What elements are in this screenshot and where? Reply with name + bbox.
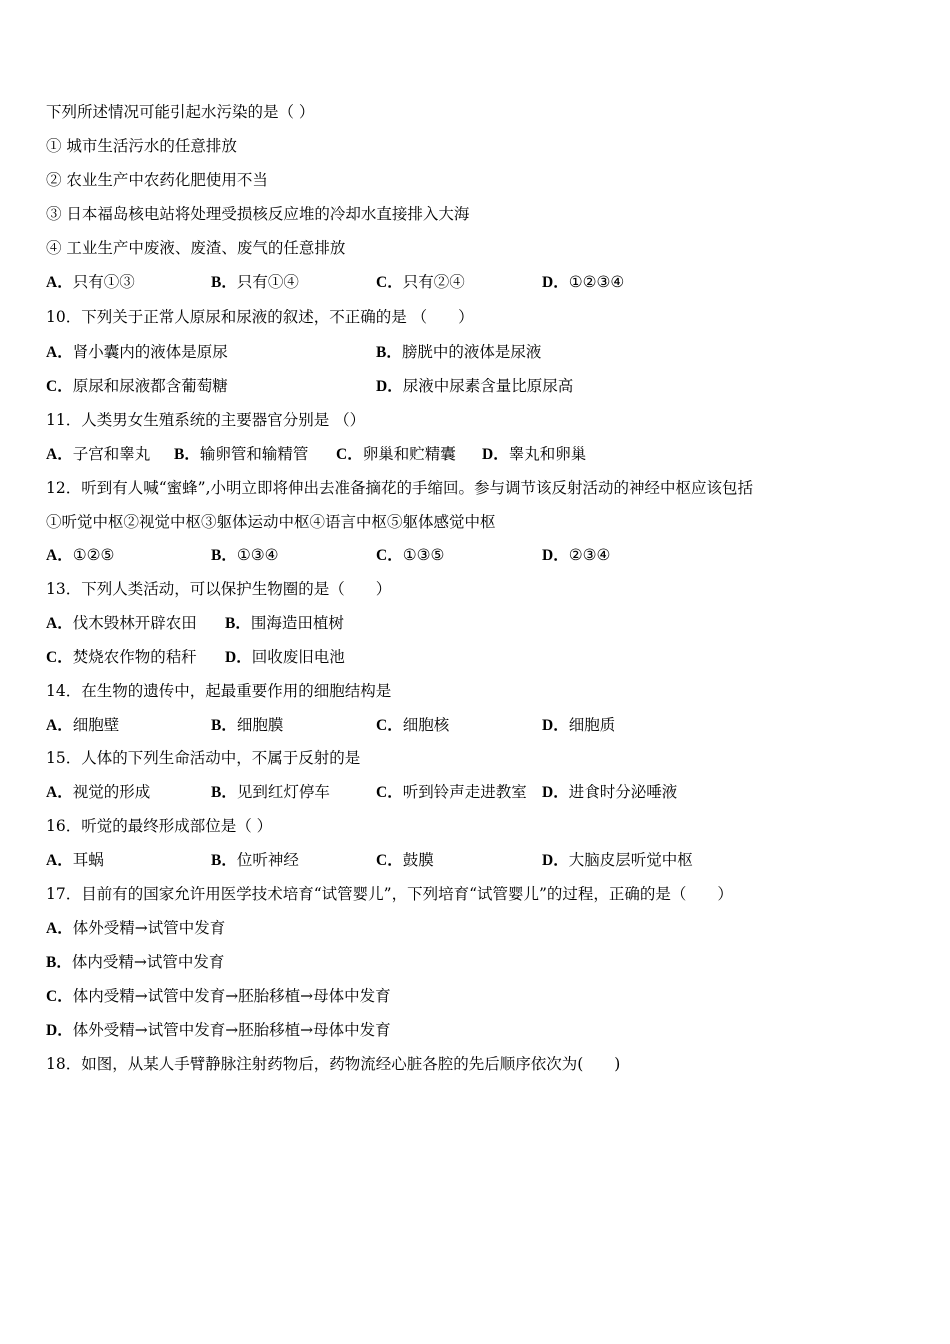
option-b: B．见到红灯停车 <box>211 783 330 801</box>
option-c: C．细胞核 <box>376 716 450 734</box>
question-17-option-c: C．体内受精→试管中发育→胚胎移植→母体中发育 <box>46 987 391 1005</box>
option-c: C．焚烧农作物的秸秆 <box>46 648 197 666</box>
option-c: C．听到铃声走进教室 <box>376 783 527 801</box>
option-b: B．细胞膜 <box>211 716 284 734</box>
question-18-stem: 18．如图，从某人手臂静脉注射药物后，药物流经心脏各腔的先后顺序依次为( ) <box>46 1055 621 1073</box>
option-a: A．只有①③ <box>46 273 135 291</box>
option-b: B．围海造田植树 <box>225 614 344 632</box>
question-16-stem: 16．听觉的最终形成部位是（ ） <box>46 817 273 835</box>
option-c: C．鼓膜 <box>376 851 434 869</box>
question-9-stem: 下列所述情况可能引起水污染的是（ ） <box>46 103 315 121</box>
question-13-stem: 13．下列人类活动，可以保护生物圈的是（ ） <box>46 580 392 598</box>
option-c: C．只有②④ <box>376 273 465 291</box>
option-d: D．大脑皮层听觉中枢 <box>542 851 693 869</box>
option-b: B．只有①④ <box>211 273 299 291</box>
question-14-stem: 14．在生物的遗传中，起最重要作用的细胞结构是 <box>46 682 392 700</box>
option-d: D．②③④ <box>542 546 611 564</box>
question-17-stem: 17．目前有的国家允许用医学技术培育“试管婴儿”，下列培育“试管婴儿”的过程，正确的是（ ） <box>46 885 733 903</box>
option-c: C．卵巢和贮精囊 <box>336 445 456 463</box>
option-c: C．原尿和尿液都含葡萄糖 <box>46 377 228 395</box>
question-9-item-2: ② 农业生产中农药化肥使用不当 <box>46 171 268 189</box>
option-d: D．①②③④ <box>542 273 625 291</box>
question-9-item-1: ① 城市生活污水的任意排放 <box>46 137 237 155</box>
option-b: B．①③④ <box>211 546 279 564</box>
option-b: B．位听神经 <box>211 851 299 869</box>
option-a: A．①②⑤ <box>46 546 115 564</box>
option-b: B．输卵管和输精管 <box>174 445 309 463</box>
question-12-item-1: ①听觉中枢②视觉中枢③躯体运动中枢④语言中枢⑤躯体感觉中枢 <box>46 513 496 531</box>
option-d: D．睾丸和卵巢 <box>482 445 587 463</box>
option-d: D．回收废旧电池 <box>225 648 345 666</box>
question-12-stem: 12．听到有人喊“蜜蜂”,小明立即将伸出去准备摘花的手缩回。参与调节该反射活动的神经中枢应该包括 <box>46 479 754 497</box>
question-9-item-4: ④ 工业生产中废液、废渣、废气的任意排放 <box>46 239 346 257</box>
option-d: D．细胞质 <box>542 716 616 734</box>
option-c: C．①③⑤ <box>376 546 445 564</box>
option-a: A．耳蜗 <box>46 851 104 869</box>
option-a: A．肾小囊内的液体是原尿 <box>46 343 228 361</box>
option-a: A．子宫和睾丸 <box>46 445 151 463</box>
question-15-stem: 15．人体的下列生命活动中，不属于反射的是 <box>46 749 361 767</box>
option-d: D．进食时分泌唾液 <box>542 783 678 801</box>
question-17-option-b: B．体内受精→试管中发育 <box>46 953 225 971</box>
option-d: D．尿液中尿素含量比原尿高 <box>376 377 574 395</box>
option-b: B．膀胱中的液体是尿液 <box>376 343 542 361</box>
question-17-option-d: D．体外受精→试管中发育→胚胎移植→母体中发育 <box>46 1021 391 1039</box>
option-a: A．细胞壁 <box>46 716 120 734</box>
option-a: A．伐木毁林开辟农田 <box>46 614 197 632</box>
question-11-stem: 11．人类男女生殖系统的主要器官分别是 （） <box>46 411 366 429</box>
question-9-item-3: ③ 日本福岛核电站将处理受损核反应堆的冷却水直接排入大海 <box>46 205 470 223</box>
option-a: A．视觉的形成 <box>46 783 151 801</box>
question-10-stem: 10．下列关于正常人原尿和尿液的叙述，不正确的是 （ ） <box>46 308 474 326</box>
question-17-option-a: A．体外受精→试管中发育 <box>46 919 226 937</box>
